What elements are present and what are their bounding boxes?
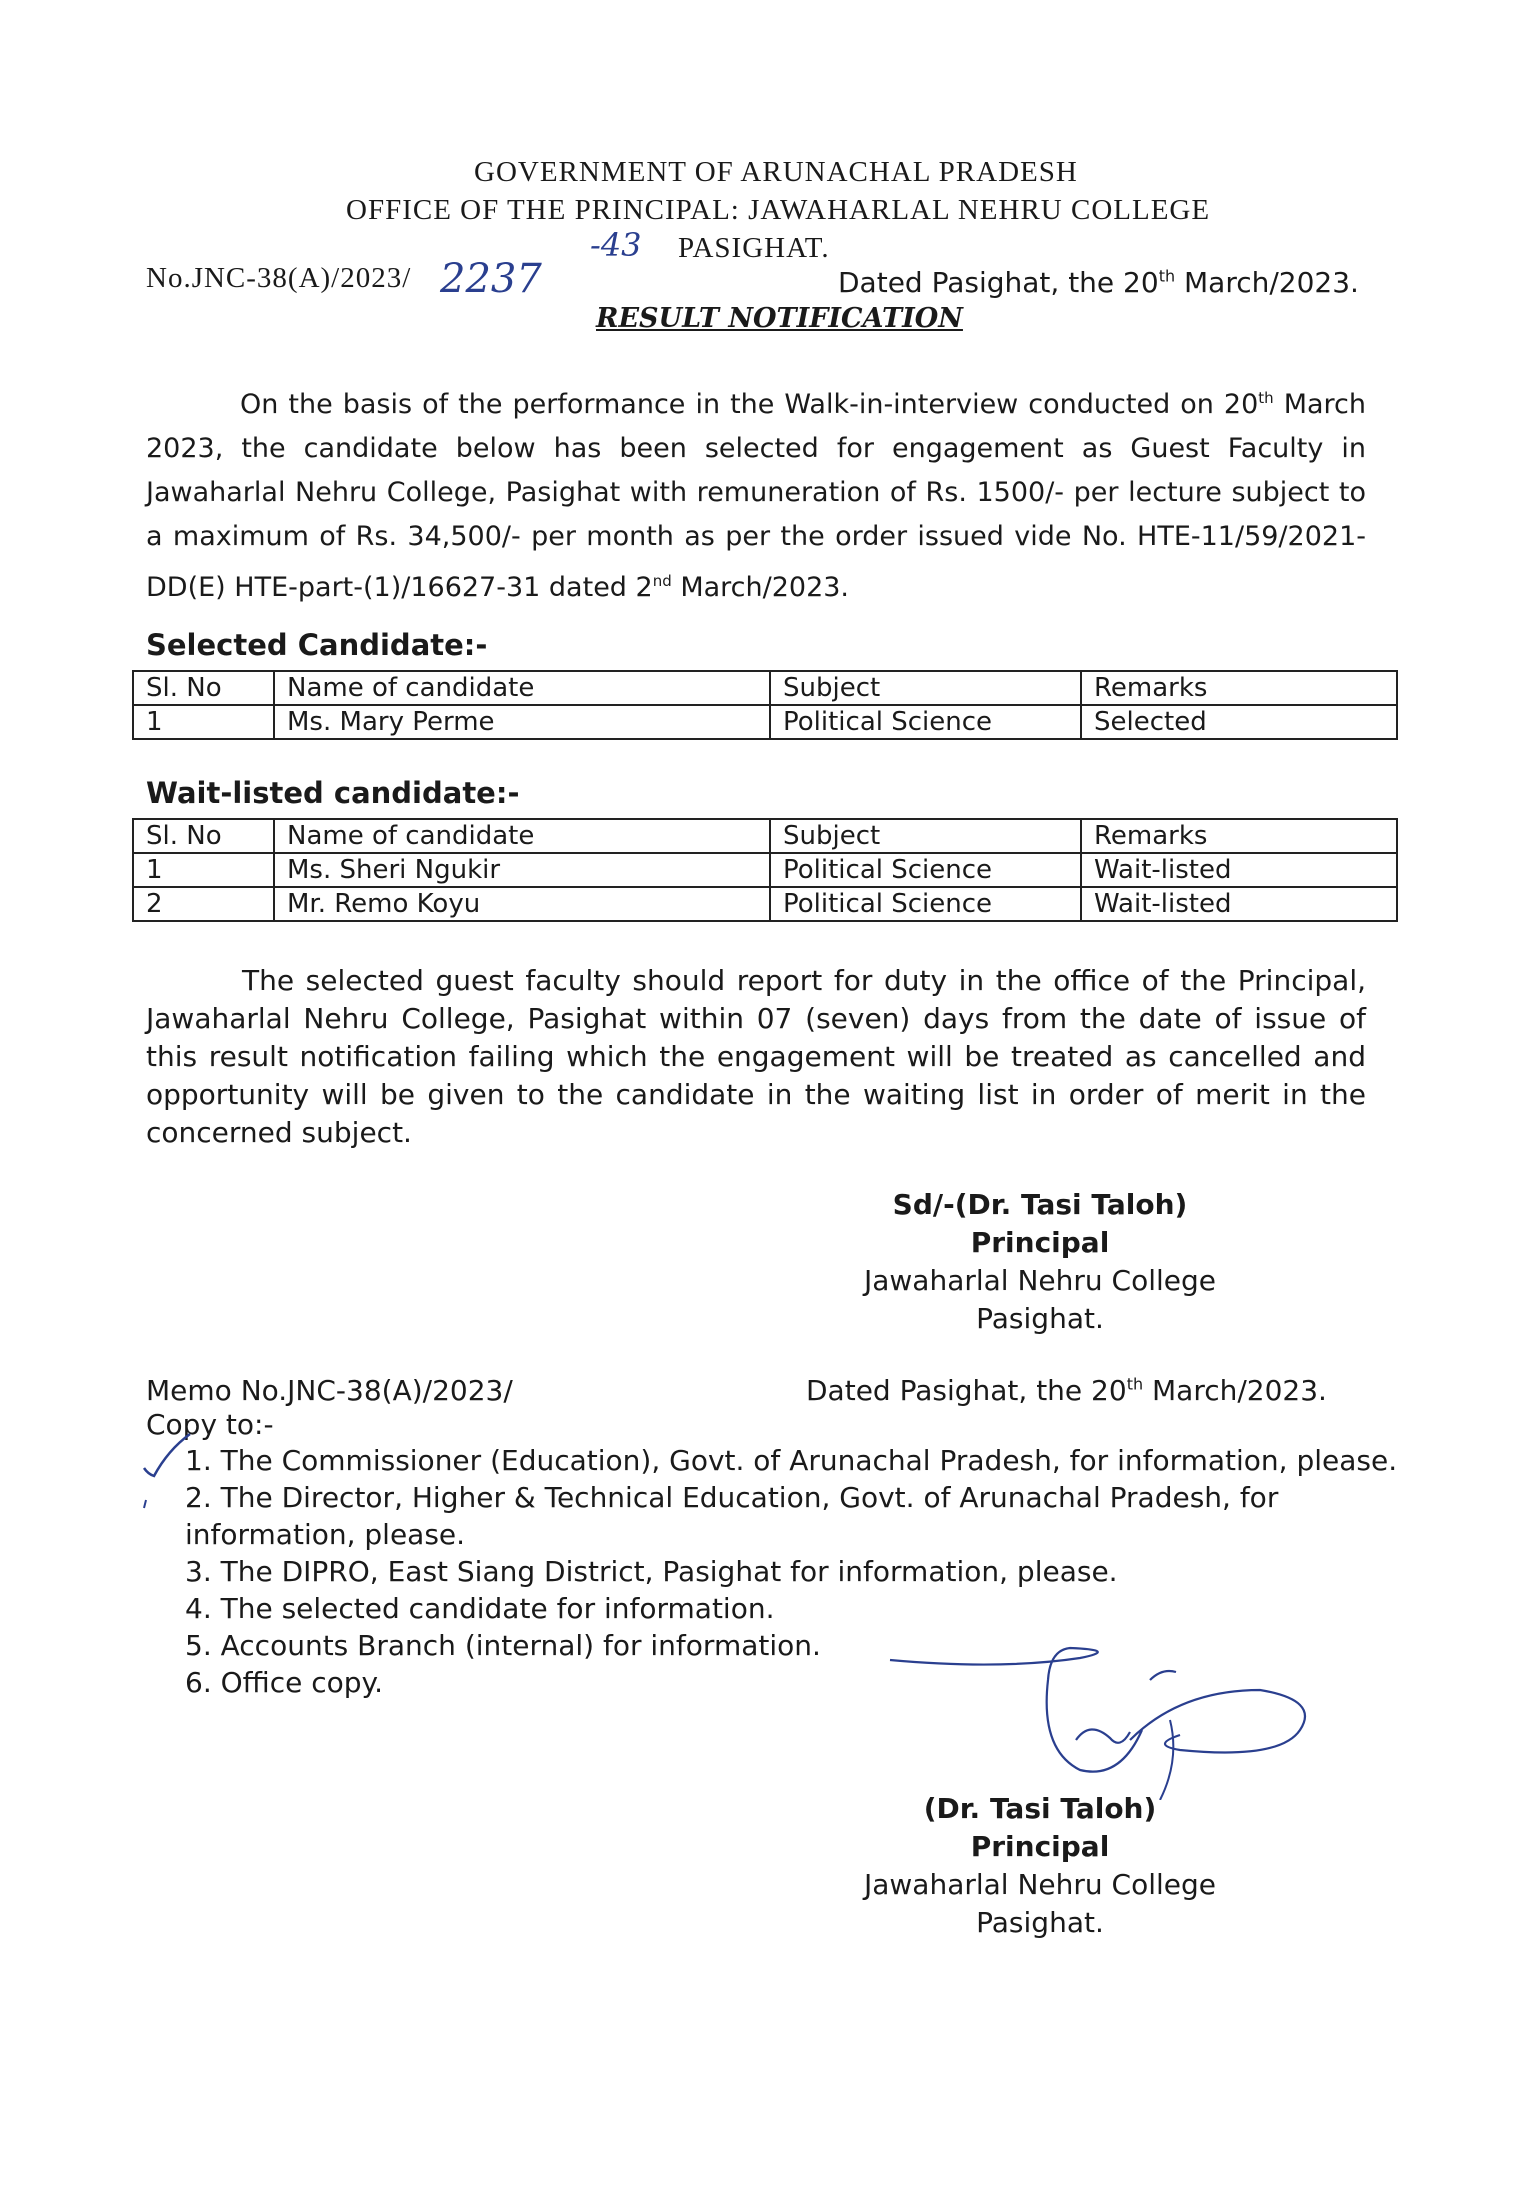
signatory-designation: Principal — [970, 1226, 1110, 1259]
column-header: Name of candidate — [274, 819, 770, 853]
table-row — [133, 887, 1397, 921]
table-header-row — [133, 819, 1397, 853]
signatory-institution: Jawaharlal Nehru College — [863, 1264, 1217, 1297]
signatory-place: Pasighat. — [976, 1906, 1104, 1939]
selected-table — [132, 670, 1398, 740]
memo-number: Memo No.JNC-38(A)/2023/ — [146, 1374, 513, 1407]
signatory-institution: Jawaharlal Nehru College — [863, 1868, 1217, 1901]
selected-heading: Selected Candidate:- — [146, 628, 488, 662]
list-item: 5. Accounts Branch (internal) for information. — [185, 1629, 821, 1662]
list-item: 4. The selected candidate for information. — [185, 1592, 775, 1625]
instruction-paragraph: The selected guest faculty should report for duty in the office of the Principal, Jawaharlal Nehru College, Pasighat within 07 (seven) days from the date of issue of this result notification failing which the engagement will be treated as cancelled and opportunity will be given to the candidate in the waiting list in order of merit in the concerned subject. — [146, 964, 1366, 1149]
table-cell: Ms. Sheri Ngukir — [274, 853, 770, 887]
table-cell: Political Science — [770, 887, 1081, 921]
waitlisted-heading: Wait-listed candidate:- — [146, 776, 520, 810]
table-cell: 2 — [133, 887, 274, 921]
column-header: Remarks — [1081, 819, 1397, 853]
document-title: RESULT NOTIFICATION — [596, 303, 963, 334]
column-header: Subject — [770, 819, 1081, 853]
table-cell: 1 — [133, 705, 274, 739]
handwritten-ref: 2237 — [440, 256, 542, 302]
list-item: information, please. — [185, 1518, 466, 1551]
table-cell: Wait-listed — [1081, 853, 1397, 887]
table-header-row — [133, 671, 1397, 705]
column-header: Sl. No — [133, 671, 274, 705]
signatory-name: (Dr. Tasi Taloh) — [923, 1792, 1157, 1825]
table-cell: Selected — [1081, 705, 1397, 739]
header-office: OFFICE OF THE PRINCIPAL: JAWAHARLAL NEHRU COLLEGE — [346, 194, 1211, 226]
table-cell: Mr. Remo Koyu — [274, 887, 770, 921]
column-header: Subject — [770, 671, 1081, 705]
memo-date: Dated Pasighat, the 20th March/2023. — [806, 1374, 1327, 1407]
list-item: 3. The DIPRO, East Siang District, Pasighat for information, please. — [185, 1555, 1118, 1588]
header-place: PASIGHAT. — [678, 232, 830, 264]
signatory-place: Pasighat. — [976, 1302, 1104, 1335]
table-row — [133, 853, 1397, 887]
handwritten-signature-icon — [880, 1620, 1320, 1800]
header-date: Dated Pasighat, the 20th March/2023. — [838, 266, 1359, 299]
list-item: 6. Office copy. — [185, 1666, 384, 1699]
table-cell: Ms. Mary Perme — [274, 705, 770, 739]
table-row — [133, 705, 1397, 739]
table-cell: Political Science — [770, 705, 1081, 739]
reference-number: No.JNC-38(A)/2023/ — [146, 262, 412, 294]
header-government: GOVERNMENT OF ARUNACHAL PRADESH — [474, 156, 1078, 188]
table-cell: Political Science — [770, 853, 1081, 887]
signatory-name: Sd/-(Dr. Tasi Taloh) — [892, 1188, 1188, 1221]
list-item: 1. The Commissioner (Education), Govt. of Arunachal Pradesh, for information, please. — [185, 1444, 1398, 1477]
handwritten-ref-suffix: -43 — [590, 226, 642, 264]
column-header: Sl. No — [133, 819, 274, 853]
intro-paragraph: On the basis of the performance in the Walk-in-interview conducted on 20th March 2023, the candidate below has been selected for engagement as Guest Faculty in Jawaharlal Nehru College, Pasighat with remuneration of Rs. 1500/- per lecture subject to a maximum of Rs. 34,500/- per month as per the order issued vide No. HTE-11/59/2021-DD(E) HTE-part-(1)/16627-31 dated 2nd March/2023. — [146, 389, 1366, 603]
table-cell: 1 — [133, 853, 274, 887]
waitlisted-table — [132, 818, 1398, 922]
column-header: Remarks — [1081, 671, 1397, 705]
table-cell: Wait-listed — [1081, 887, 1397, 921]
signatory-designation: Principal — [970, 1830, 1110, 1863]
list-item: 2. The Director, Higher & Technical Education, Govt. of Arunachal Pradesh, for — [185, 1481, 1279, 1514]
copy-to-label: Copy to:- — [146, 1408, 274, 1441]
signature-block-final — [820, 1790, 1260, 1942]
column-header: Name of candidate — [274, 671, 770, 705]
signature-block — [820, 1186, 1260, 1338]
